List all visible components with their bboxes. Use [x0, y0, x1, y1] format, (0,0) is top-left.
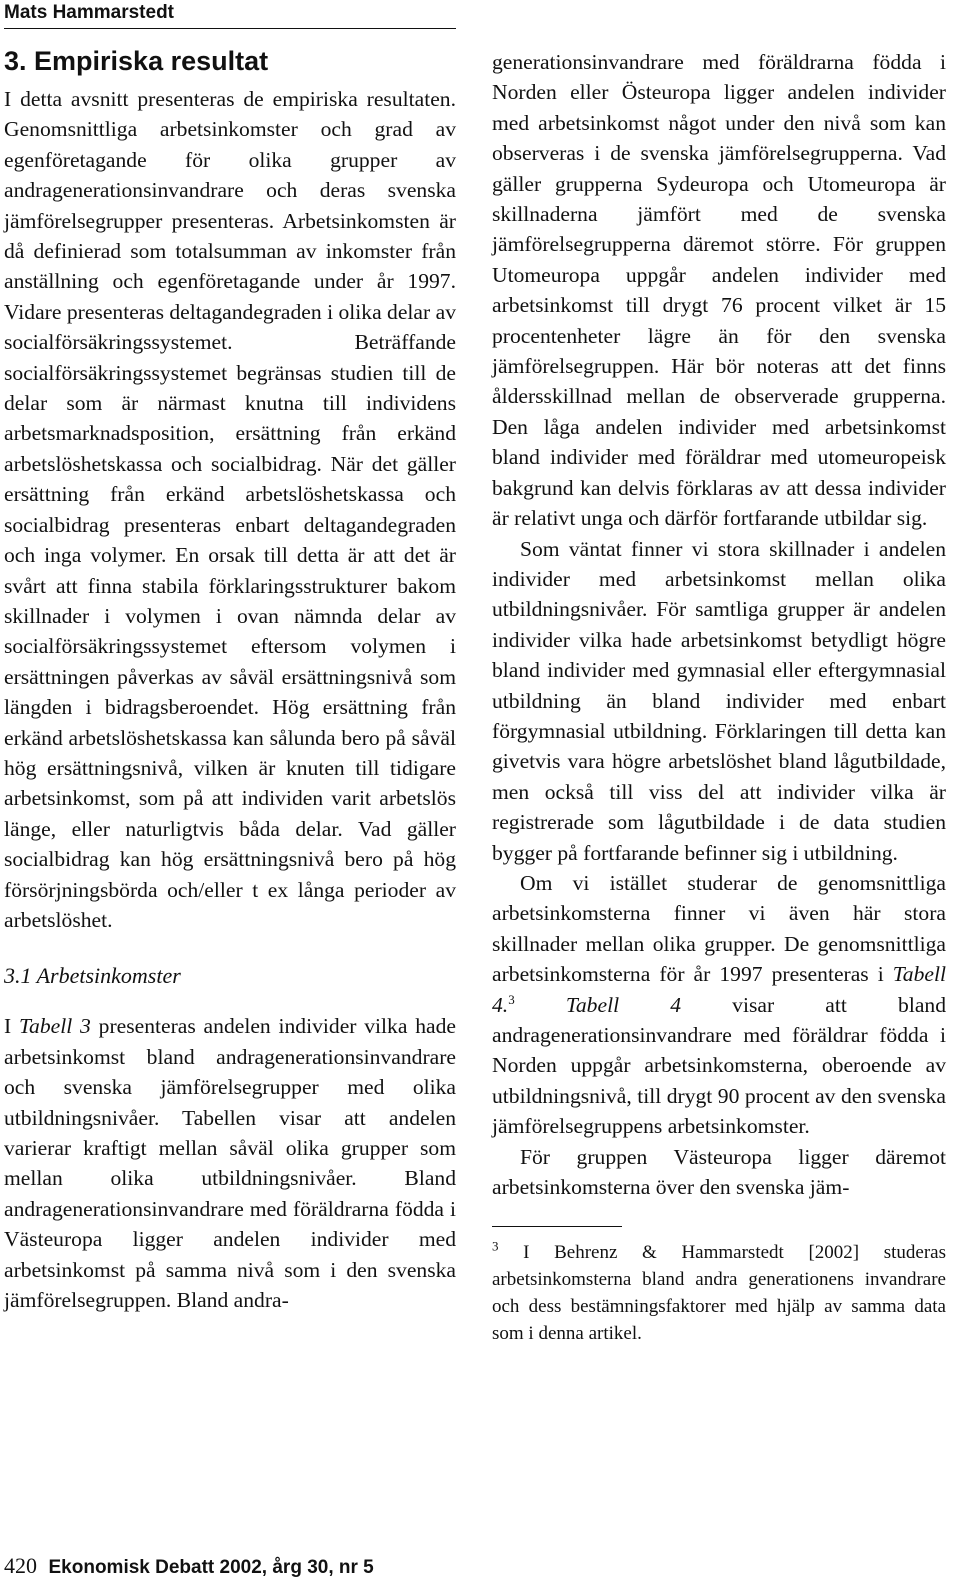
average-income-paragraph — [492, 868, 946, 1142]
footnote — [492, 1239, 946, 1347]
journal-citation: Ekonomisk Debatt 2002, årg 30, nr 5 — [48, 1557, 374, 1578]
footnote-rule — [492, 1226, 622, 1227]
vasteuropa-paragraph: För gruppen Västeuropa ligger däremot arbetsinkomsterna över den svenska jäm- — [492, 1144, 946, 1200]
header-rule — [4, 28, 456, 29]
page-number: 420 — [4, 1553, 37, 1578]
footnote-marker: 3 — [508, 991, 515, 1007]
paragraph-lead: I — [4, 1014, 12, 1039]
left-column — [4, 38, 456, 1315]
intro-paragraph: I detta avsnitt presenteras de empiriska resultaten. Genomsnittliga arbetsinkomster och grad av egenföretagande för olika grupper av andragenerationsinvandrare och deras svenska jämförelsegrupper presenteras. Arbetsinkomsten är då definierad som totalsumman av inkomster från anställning och egenföretagande under år 1997. Vidare presenteras deltagandegraden i olika delar av socialförsäkringssystemet. Beträffande socialförsäkringssystemet begränsas studien till de delar som är närmast knutna till individens arbetsmarknadsposition, ersättning från erkänd arbetslöshetskassa och socialbidrag. När det gäller ersättning från erkänd arbetslöshetskassa och socialbidrag presenteras enbart deltagandegraden och inga volymer. En orsak till detta är att det är svårt att finna stabila förklaringsstrukturer bakom skillnader i volymen i ovan nämnda delar av socialförsäkringssystemet eftersom volymen i ersättningen påverkas av såväl ersättningsnivå som längden i bidragsberoendet. Hög ersättning från erkänd arbetslöshetskassa kan sålunda bero på såväl hög ersättningsnivå, vilken är knuten till tidigare arbetsinkomst, som på att individen varit arbetslös länge, eller naturligtvis båda delar. Vad gäller socialbidrag kan hög ersättningsnivå bero på hög försörjningsbörda och/eller t ex långa perioder av arbetslöshet. — [4, 87, 456, 932]
footnote-text: I Behrenz & Hammarstedt [2002] studeras arbetsinkomsterna bland andra generationens invandrare och dess bestämningsfaktorer med hjälp av samma data som i denna artikel. — [492, 1242, 946, 1345]
education-paragraph: Som väntat finner vi stora skillnader i andelen individer med arbetsinkomst mellan olika utbildningsnivåer. För samtliga grupper är andelen individer vilka hade arbetsinkomst betydligt högre bland individer med gymnasial eller eftergymnasial utbildning än bland individer med enbart förgymnasial utbildning. Förklaringen till detta kan givetvis vara högre arbetslöshet bland lågutbildade, men också till viss del att individer vilka är registrerade som lågutbildade i de data studien bygger på fortfarande befinner sig i utbildning. — [492, 536, 946, 865]
subsection-title: 3.1 Arbetsinkomster — [4, 963, 181, 989]
tabell-3-paragraph — [4, 1011, 456, 1315]
paragraph-text: visar att bland andragenerationsinvandrare med föräldrar födda i Norden uppgår arbetsinkomsterna, oberoende av utbildningsnivå, till drygt 90 procent av den svenska jämförelsegruppens arbetsinkomster. — [492, 992, 946, 1139]
continued-paragraph: generationsinvandrare med föräldrarna födda i Norden eller Östeuropa ligger andelen individer med arbetsinkomst något under den nivå som kan observeras i de svenska jämförelsegrupperna. Vad gäller grupperna Sydeuropa och Utomeuropa är skillnaderna jämfört med de svenska jämförelsegrupperna däremot större. För gruppen Utomeuropa uppgår andelen individer med arbetsinkomst till drygt 76 procent vilket är 15 procentenheter lägre än för den svenska jämförelsegruppen. Här bör noteras att det finns åldersskillnad mellan de observerade grupperna. Den låga andelen individer med arbetsinkomst bland individer med föräldrar med utomeuropeisk bakgrund kan delvis förklaras av att dessa individer är relativt unga och därför fortfarande utbildar sig. — [492, 50, 946, 531]
paragraph-text: presenteras andelen individer vilka hade arbetsinkomst bland andragenerationsinvandrare och svenska jämförelsegrupper med olika utbildningsnivåer. Tabellen visar att andelen varierar kraftigt mellan såväl olika grupper som mellan olika utbildningsnivåer. Bland andragenerationsinvandrare med föräldrarna födda i Västeuropa ligger andelen individer med arbetsinkomst på samma nivå som i den svenska jämförelsegruppen. Bland andra- — [4, 1014, 457, 1313]
running-head-author: Mats Hammarstedt — [4, 2, 174, 23]
table-reference: Tabell 3 — [19, 1014, 91, 1039]
paragraph-text: Om vi istället studerar de genomsnittliga arbetsinkomsterna finner vi även här stora skillnader mellan olika grupper. De genomsnittliga arbetsinkomsterna för år 1997 presenteras i — [492, 870, 946, 987]
page-footer — [4, 1552, 374, 1582]
section-title: 3. Empiriska resultat — [4, 46, 269, 76]
right-column — [492, 47, 946, 1347]
table-reference: Tabell 4 — [565, 992, 682, 1017]
footnote-number: 3 — [492, 1239, 499, 1255]
table-reference: Tabell 4. — [492, 962, 946, 1017]
